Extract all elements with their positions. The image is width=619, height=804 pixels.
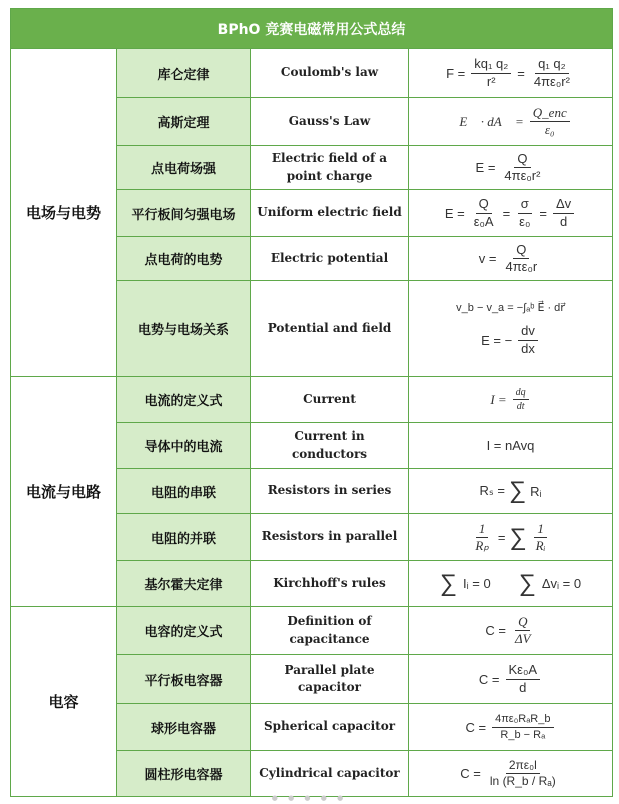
formula-text: =: [539, 205, 547, 221]
row-en-name: Cylindrical capacitor: [251, 751, 409, 797]
numerator: 2πε₀l: [506, 759, 540, 774]
denominator: 4πε₀r²: [533, 73, 570, 89]
formula-text: C =: [460, 766, 481, 781]
formula-parallel: [409, 514, 613, 561]
formula-kirchhoff: [409, 561, 613, 607]
sum-symbol: ∑: [439, 569, 457, 597]
formula-text: =: [517, 65, 525, 81]
row-en-name: Uniform electric field: [251, 190, 409, 237]
row-en-name: Parallel plate capacitor: [251, 655, 409, 704]
formula-table-container: [10, 8, 612, 797]
formula-text: Rᵢ: [530, 483, 542, 499]
numerator: Q: [513, 243, 529, 259]
formula-capacitance-definition: [409, 607, 613, 655]
table-title: BPhO 竞赛电磁常用公式总结: [11, 9, 613, 49]
formula-text: Iᵢ = 0: [463, 576, 491, 591]
denominator: dx: [521, 340, 535, 356]
denominator: ε₀: [519, 213, 531, 229]
formula-potential: [409, 237, 613, 281]
row-cn-name: 库仑定律: [117, 49, 251, 98]
formula-text: E =: [444, 205, 465, 221]
denominator: dt: [516, 401, 525, 412]
formula-cylindrical: [409, 751, 613, 797]
formula-text: F =: [446, 65, 466, 81]
formula-text: Rₛ =: [479, 483, 505, 498]
sum-symbol: ∑: [518, 569, 536, 597]
denominator: ΔV: [515, 631, 531, 646]
formula-table: [10, 8, 613, 797]
denominator: d: [559, 213, 568, 229]
formula-text: I =: [490, 391, 507, 407]
row-cn-name: 点电荷的电势: [117, 237, 251, 281]
row-cn-name: 电阻的并联: [117, 514, 251, 561]
row-en-name: Kirchhoff's rules: [251, 561, 409, 607]
row-en-name: Resistors in parallel: [251, 514, 409, 561]
formula-text: v =: [478, 251, 497, 266]
numerator: 1: [476, 522, 489, 538]
row-cn-name: 基尔霍夫定律: [117, 561, 251, 607]
numerator: 4πε₀RₐR_b: [492, 713, 553, 727]
numerator: Q: [476, 197, 492, 213]
denominator: 4πε₀r²: [504, 168, 541, 183]
formula-text: C =: [465, 719, 487, 735]
row-cn-name: 电势与电场关系: [117, 281, 251, 377]
formula-text: =: [502, 205, 511, 221]
denominator: Rᵢ: [535, 538, 546, 553]
formula-uniform: [409, 190, 613, 237]
row-cn-name: 高斯定理: [117, 98, 251, 146]
formula-coulomb: [409, 49, 613, 98]
category-current-circuit: 电流与电路: [11, 377, 117, 607]
denominator: r²: [486, 73, 496, 89]
formula-point-field: [409, 146, 613, 190]
row-en-name: Coulomb's law: [251, 49, 409, 98]
row-en-name: Electric field of a point charge: [251, 146, 409, 190]
row-cn-name: 导体中的电流: [117, 423, 251, 469]
formula-conductor: I = nAvq: [409, 423, 613, 469]
row-en-name: Definition of capacitance: [251, 607, 409, 655]
numerator: dv: [518, 324, 538, 340]
row-en-name: Resistors in series: [251, 469, 409, 514]
category-electric-field: 电场与电势: [11, 49, 117, 377]
numerator: Δv: [553, 197, 574, 213]
row-en-name: Current: [251, 377, 409, 423]
table-row: [11, 49, 613, 98]
formula-potential-field: [409, 281, 613, 377]
formula-text: Δvᵢ = 0: [541, 576, 582, 591]
numerator: kq₁ q₂: [471, 57, 511, 73]
row-en-name: Electric potential: [251, 237, 409, 281]
denominator: ln (R_b / Rₐ): [489, 774, 556, 788]
category-capacitance: 电容: [11, 607, 117, 797]
row-cn-name: 点电荷场强: [117, 146, 251, 190]
formula-text: ∮E⃗ · dA⃗ =: [449, 113, 524, 129]
numerator: Q: [514, 152, 530, 168]
numerator: q₁ q₂: [535, 57, 569, 73]
row-en-name: Spherical capacitor: [251, 704, 409, 751]
sum-symbol: ∑: [509, 523, 527, 551]
formula-gauss: [409, 98, 613, 146]
row-cn-name: 球形电容器: [117, 704, 251, 751]
formula-text: v_b − v_a = −∫ₐᵇ E⃗ · dr⃗: [456, 302, 565, 315]
formula-spherical: [409, 704, 613, 751]
row-cn-name: 电容的定义式: [117, 607, 251, 655]
formula-current: [409, 377, 613, 423]
numerator: Kε₀A: [506, 663, 541, 679]
denominator: ε₀A: [473, 213, 494, 229]
denominator: Rₚ: [475, 538, 489, 553]
numerator: Q: [515, 615, 530, 631]
numerator: Q_enc: [530, 106, 570, 122]
row-cn-name: 平行板电容器: [117, 655, 251, 704]
row-cn-name: 电阻的串联: [117, 469, 251, 514]
denominator: ε₀: [544, 122, 555, 137]
table-row: [11, 607, 613, 655]
sum-symbol: ∑: [508, 477, 527, 504]
numerator: σ: [518, 197, 532, 213]
numerator: 1: [534, 522, 547, 538]
formula-parallel-plate: [409, 655, 613, 704]
denominator: 4πε₀r: [505, 259, 538, 274]
row-en-name: Potential and field: [251, 281, 409, 377]
row-cn-name: 平行板间匀强电场: [117, 190, 251, 237]
formula-text: C =: [478, 671, 500, 687]
formula-series: [409, 469, 613, 514]
formula-text: C =: [485, 623, 506, 638]
formula-text: E =: [475, 160, 496, 175]
numerator: dq: [513, 387, 529, 400]
row-cn-name: 电流的定义式: [117, 377, 251, 423]
table-row: [11, 377, 613, 423]
page-indicator-dots[interactable]: ● ● ● ● ●: [271, 794, 348, 802]
row-cn-name: 圆柱形电容器: [117, 751, 251, 797]
formula-text: =: [497, 530, 506, 545]
formula-text: E = −: [481, 332, 513, 348]
row-en-name: Gauss's Law: [251, 98, 409, 146]
denominator: R_b − Rₐ: [500, 728, 546, 741]
row-en-name: Current in conductors: [251, 423, 409, 469]
denominator: d: [519, 679, 527, 695]
